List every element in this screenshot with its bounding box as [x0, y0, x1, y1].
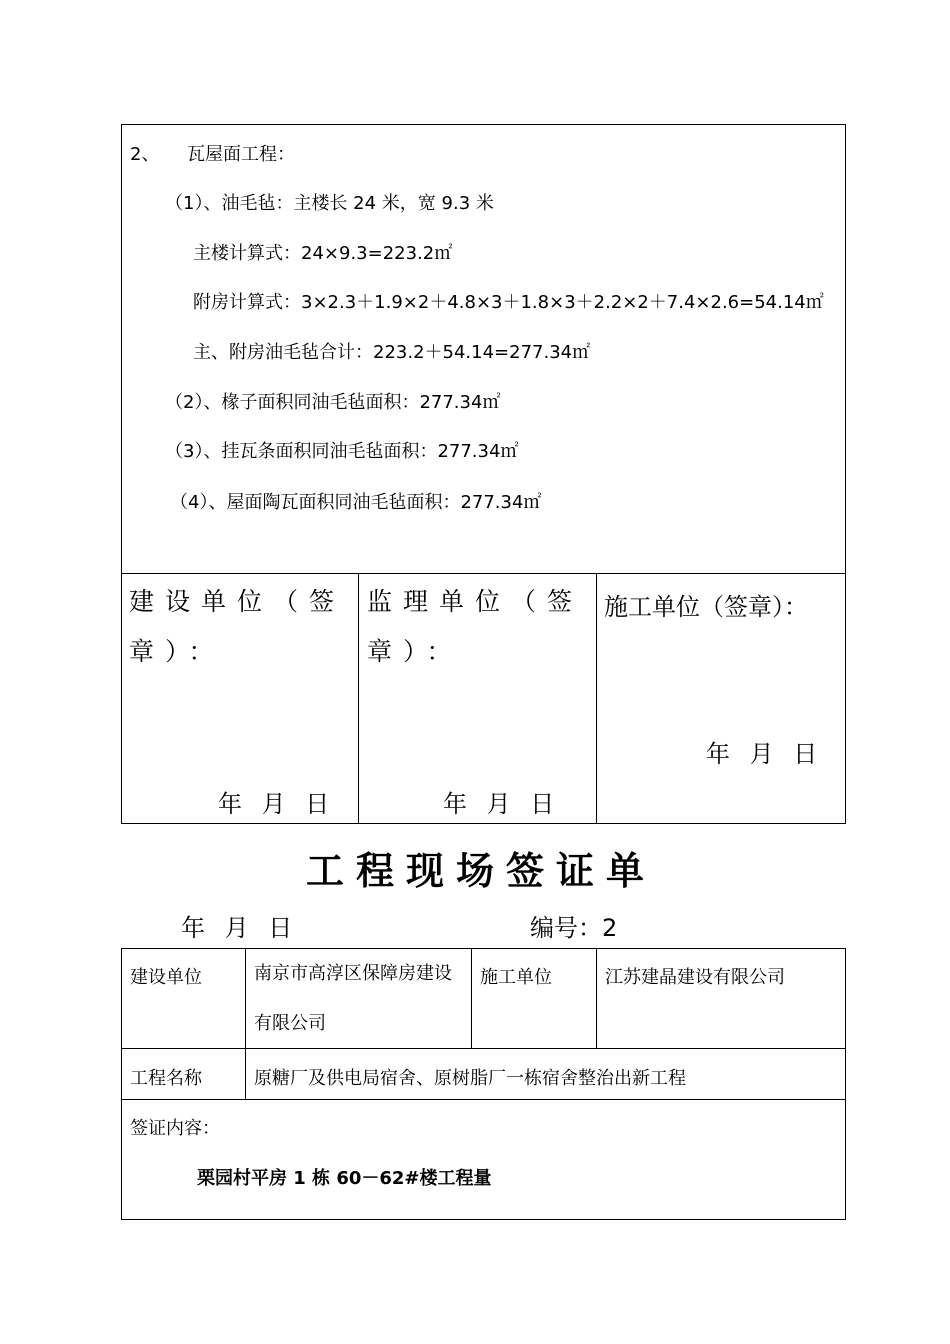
section-number: 2、	[130, 144, 160, 165]
project-value: 原糖厂及供电局宿舍、原树脂厂一栋宿舍整治出新工程	[254, 1068, 686, 1089]
contractor-signature-label: 施工单位（签章）：	[604, 593, 808, 621]
supervisor-date: 年 月 日	[443, 790, 561, 818]
owner-value: 南京市高淳区保障房建设有限公司	[254, 963, 452, 1034]
content-title: 栗园村平房 1 栋 60－62#楼工程量	[197, 1168, 492, 1189]
calc-item-2: （2）、椽子面积同油毛毡面积：277.34㎡	[165, 392, 501, 413]
calc-total: 主、附房油毛毡合计：223.2＋54.14=277.34㎡	[193, 342, 591, 363]
table-divider	[121, 573, 846, 574]
table-divider	[471, 948, 472, 1048]
supervisor-signature-label: 监理单位（签章）：	[367, 587, 584, 666]
calc-main-building: 主楼计算式：24×9.3=223.2㎡	[193, 243, 453, 264]
page-title: 工程现场签证单	[306, 849, 657, 893]
contractor-label: 施工单位	[480, 967, 552, 988]
roof-calc-table	[121, 124, 846, 824]
contractor-date: 年 月 日	[706, 740, 824, 768]
calc-item-3: （3）、挂瓦条面积同油毛毡面积：277.34㎡	[165, 441, 519, 462]
owner-signature-label: 建设单位（签章）：	[129, 587, 346, 666]
form-date: 年 月 日	[181, 914, 299, 942]
calc-annex-building: 附房计算式：3×2.3＋1.9×2＋4.8×3＋1.8×3＋2.2×2＋7.4×2.6=54.14㎡	[193, 292, 824, 313]
table-divider	[121, 1099, 846, 1100]
table-divider	[596, 948, 597, 1048]
content-label: 签证内容：	[130, 1118, 220, 1139]
table-divider	[358, 573, 359, 824]
owner-date: 年 月 日	[218, 790, 336, 818]
table-divider	[245, 948, 246, 1099]
calc-item-1: （1）、油毛毡：主楼长 24 米，宽 9.3 米	[165, 193, 494, 214]
calc-item-4: （4）、屋面陶瓦面积同油毛毡面积：277.34㎡	[170, 492, 542, 513]
table-divider	[596, 573, 597, 824]
project-label: 工程名称	[130, 1068, 202, 1089]
contractor-value: 江苏建晶建设有限公司	[605, 967, 785, 988]
section-heading: 瓦屋面工程：	[187, 144, 295, 165]
owner-label: 建设单位	[130, 967, 202, 988]
table-divider	[121, 1048, 846, 1049]
form-number: 编号：2	[530, 914, 618, 942]
